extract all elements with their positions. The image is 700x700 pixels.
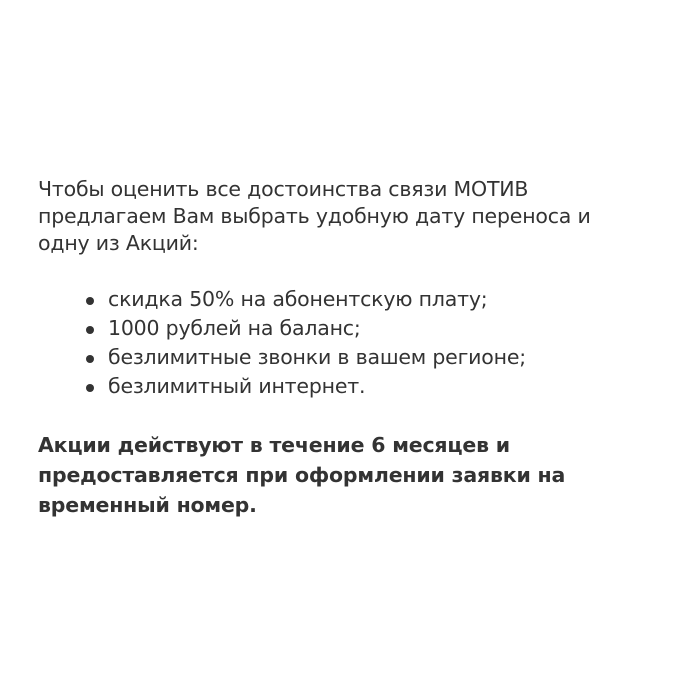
intro-line-2: предлагаем Вам выбрать удобную дату переноса и bbox=[38, 204, 591, 228]
offer-balance: 1000 рублей на баланс; bbox=[108, 316, 361, 340]
offer-discount: скидка 50% на абонентскую плату; bbox=[108, 287, 488, 311]
conditions-line-1: Акции действуют в течение 6 месяцев и bbox=[38, 433, 510, 457]
bullet-icon bbox=[86, 326, 94, 334]
intro-paragraph bbox=[38, 176, 668, 257]
list-item bbox=[86, 314, 668, 343]
conditions-paragraph bbox=[38, 430, 668, 520]
conditions-line-2: предоставляется при оформлении заявки на bbox=[38, 463, 566, 487]
bullet-icon bbox=[86, 355, 94, 363]
list-item bbox=[86, 372, 668, 401]
list-item bbox=[86, 343, 668, 372]
conditions-line-3: временный номер. bbox=[38, 493, 257, 517]
bullet-icon bbox=[86, 384, 94, 392]
offer-unlimited-calls: безлимитные звонки в вашем регионе; bbox=[108, 345, 526, 369]
list-item bbox=[86, 285, 668, 314]
intro-line-3: одну из Акций: bbox=[38, 231, 199, 255]
promo-text-block bbox=[38, 176, 668, 520]
bullet-icon bbox=[86, 297, 94, 305]
offer-unlimited-internet: безлимитный интернет. bbox=[108, 374, 366, 398]
intro-line-1: Чтобы оценить все достоинства связи МОТИВ bbox=[38, 177, 529, 201]
offers-list bbox=[38, 285, 668, 401]
